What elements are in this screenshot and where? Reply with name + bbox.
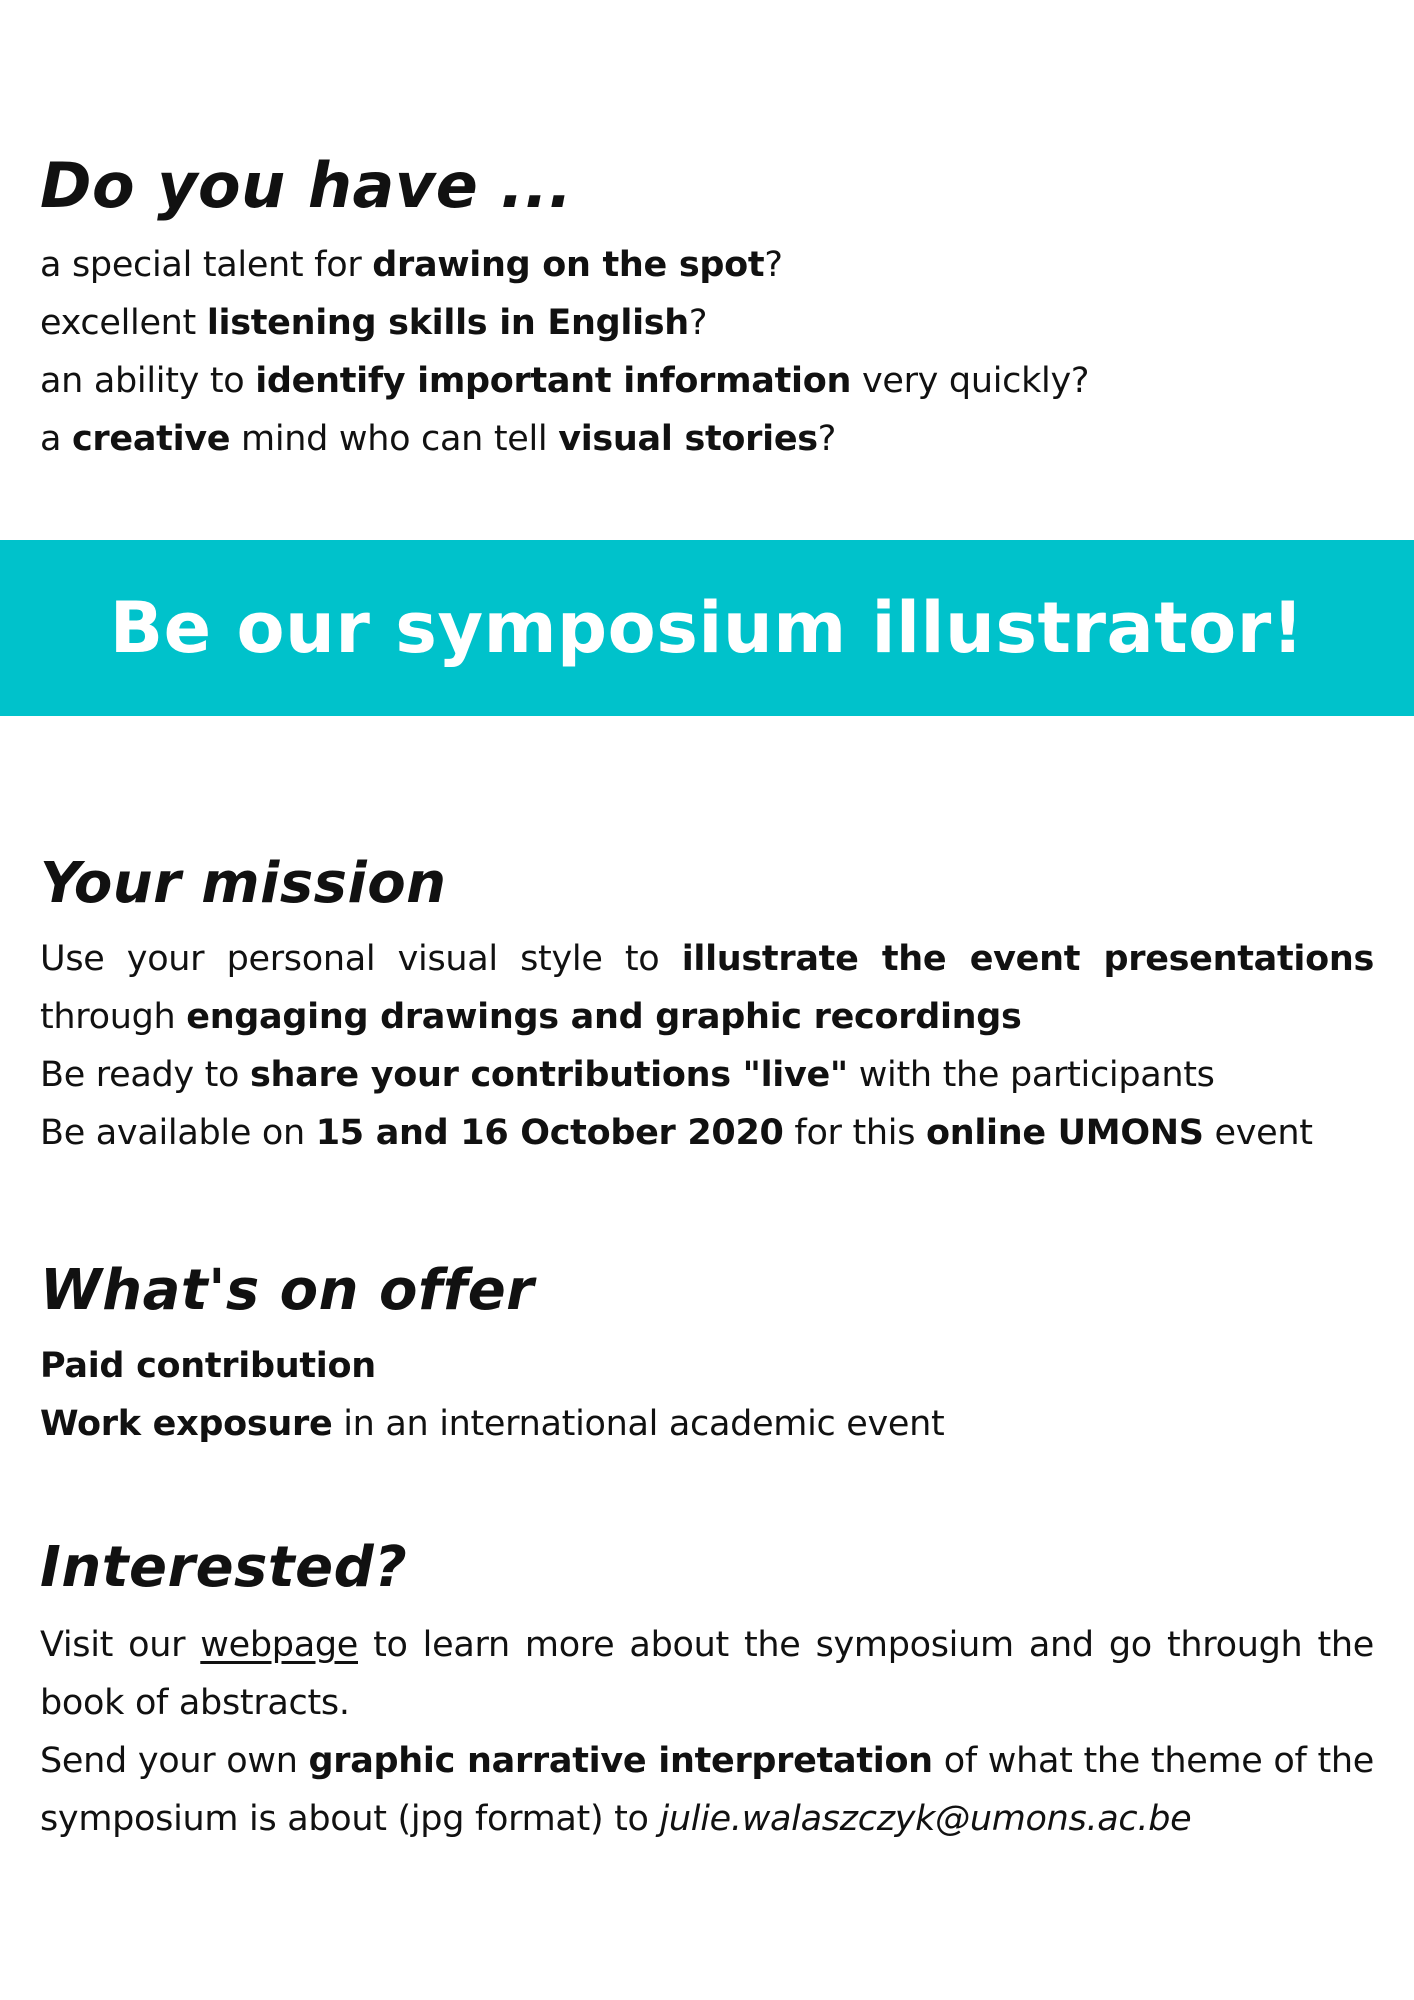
intro-heading: Do you have ... [40, 149, 573, 222]
offer-section [40, 1255, 1374, 1453]
interested-paragraph-2: Send your own graphic narrative interpretation of what the theme of the symposium is about (jpg format) to julie.walaszczyk@umons.ac.be [40, 1741, 1374, 1839]
offer-line-1: Paid contribution [40, 1346, 376, 1386]
mission-heading: Your mission [40, 851, 447, 916]
mission-section [40, 848, 1374, 1162]
intro-line-1: a special talent for drawing on the spot? [40, 245, 783, 285]
webpage-link[interactable]: webpage [200, 1625, 358, 1665]
mission-paragraph-2: Be ready to share your contributions "live" with the participants [40, 1055, 1215, 1095]
interested-section [40, 1532, 1374, 1848]
intro-line-3: an ability to identify important information very quickly? [40, 361, 1090, 401]
intro-line-4: a creative mind who can tell visual stories? [40, 419, 837, 459]
contact-email: julie.walaszczyk@umons.ac.be [659, 1799, 1192, 1839]
symposium-banner [0, 540, 1414, 716]
mission-paragraph-3: Be available on 15 and 16 October 2020 for this online UMONS event [40, 1113, 1313, 1153]
intro-line-2: excellent listening skills in English? [40, 303, 708, 343]
mission-paragraph-1: Use your personal visual style to illustrate the event presentations through engaging drawings and graphic recordings [40, 939, 1374, 1037]
intro-section [40, 148, 1374, 468]
offer-heading: What's on offer [40, 1258, 535, 1323]
offer-line-2: Work exposure in an international academic event [40, 1404, 945, 1444]
interested-heading: Interested? [40, 1535, 408, 1600]
banner-title: Be our symposium illustrator! [109, 587, 1305, 669]
interested-paragraph-1: Visit our webpage to learn more about the symposium and go through the book of abstracts. [40, 1625, 1374, 1723]
